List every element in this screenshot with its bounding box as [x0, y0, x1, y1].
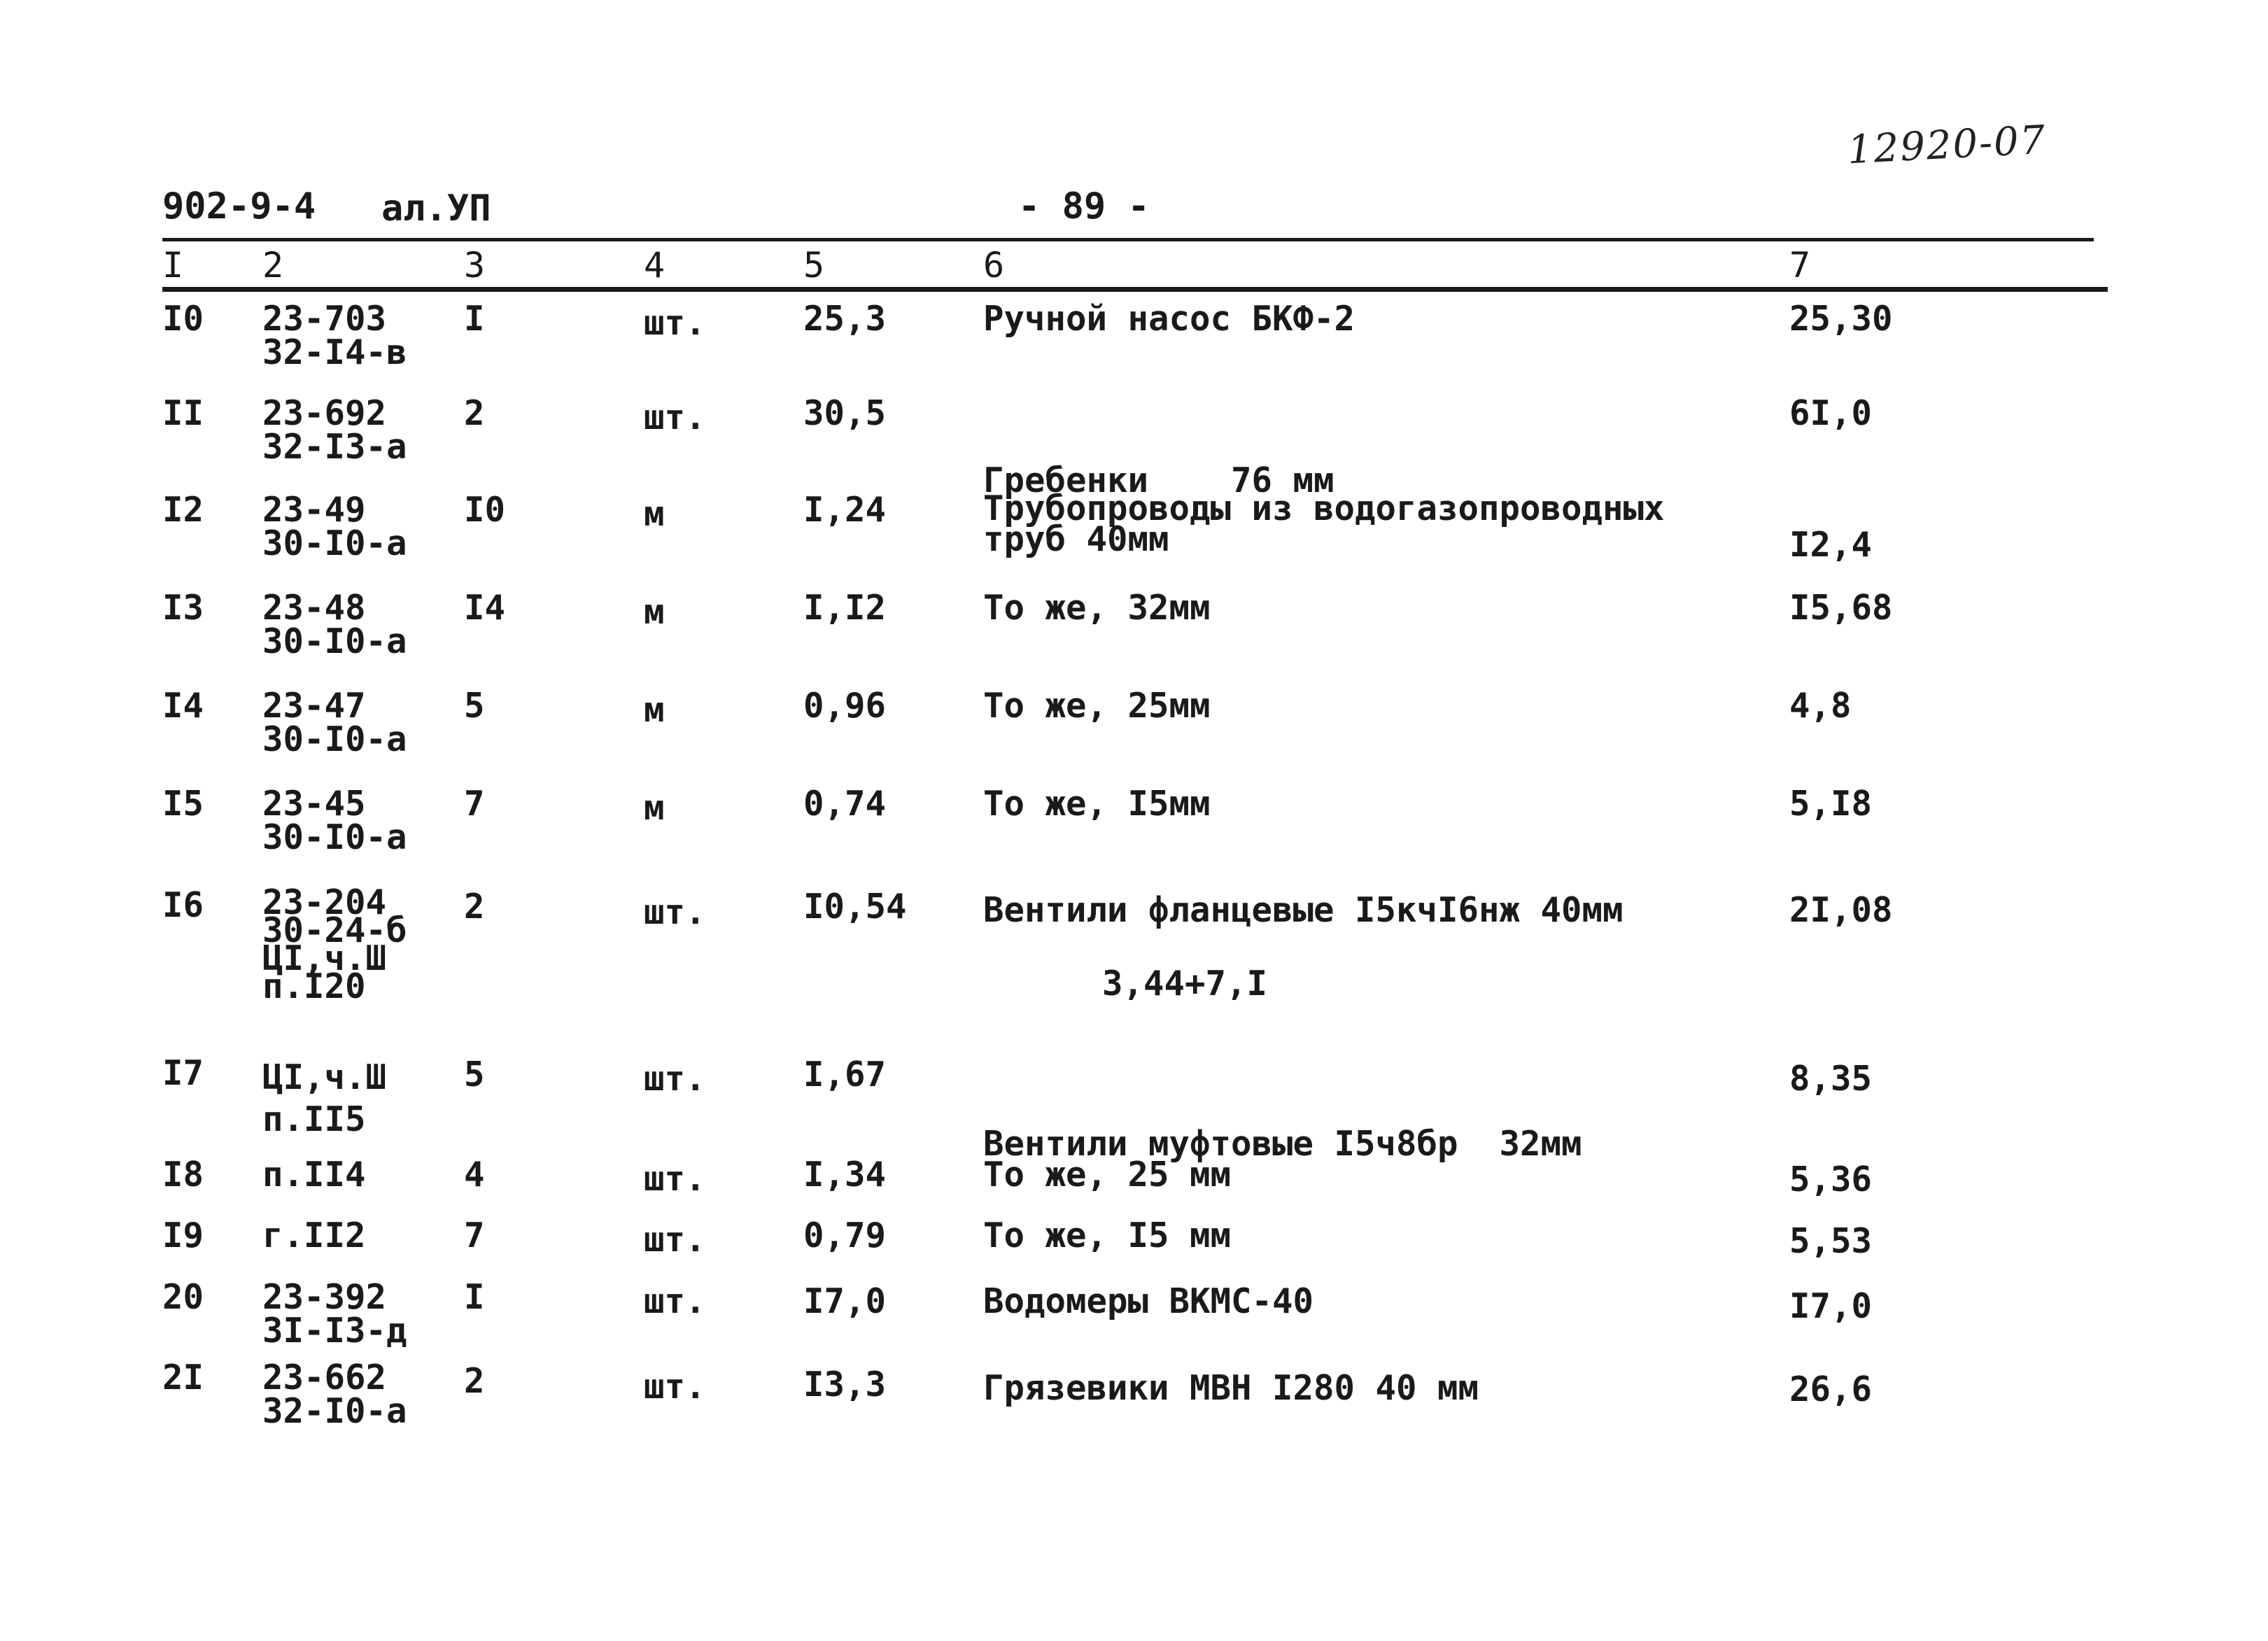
row-number: I3: [162, 588, 204, 628]
unit: м: [644, 788, 665, 828]
table-top-rule: [162, 238, 2094, 241]
unit-price: I,24: [803, 490, 887, 530]
description-line: То же, I5мм: [983, 784, 1211, 824]
column-header-5: 5: [803, 245, 825, 286]
unit: шт.: [644, 892, 706, 932]
unit: шт.: [644, 1159, 706, 1199]
total-cost: 5,I8: [1789, 784, 1873, 824]
norm-code-line: 30-I0-а: [262, 719, 407, 759]
unit-price: I,I2: [803, 588, 887, 628]
norm-code-line: ЦI,ч.Ш: [262, 938, 387, 978]
unit: шт.: [644, 1059, 706, 1099]
unit-price: I7,0: [803, 1281, 887, 1321]
total-cost: 5,53: [1789, 1221, 1873, 1261]
description: [983, 299, 1355, 339]
quantity: 7: [464, 1216, 485, 1255]
description-line: То же, I5 мм: [983, 1216, 1232, 1255]
norm-code-line: 23-45: [262, 784, 366, 824]
unit-price: I,34: [803, 1155, 887, 1195]
norm-code-line: г.II2: [262, 1216, 366, 1255]
album-label: ал.УП: [381, 188, 491, 230]
unit-price: 0,96: [803, 686, 887, 726]
unit-price: 0,74: [803, 784, 887, 824]
norm-code: [262, 1057, 386, 1141]
norm-code-line: 23-703: [262, 299, 387, 339]
norm-code: [262, 299, 407, 372]
unit-price: 25,3: [803, 299, 887, 339]
column-header-6: 6: [983, 245, 1005, 286]
row-number: I0: [162, 299, 204, 339]
quantity: I4: [464, 588, 506, 628]
norm-code-line: п.I20: [262, 966, 366, 1006]
total-cost: 26,6: [1789, 1369, 1873, 1409]
total-cost: 25,30: [1789, 299, 1893, 339]
unit-price: 30,5: [803, 393, 887, 433]
norm-code-line: 23-49: [262, 490, 366, 530]
total-cost: 4,8: [1789, 686, 1852, 726]
column-header-4: 4: [644, 245, 665, 286]
description-line: Вентили фланцевые I5кчI6нж 40мм: [983, 890, 1623, 930]
norm-code: [262, 882, 407, 1006]
unit-price: I,67: [803, 1055, 887, 1094]
description-line: Трубопроводы из водогазопроводных: [983, 488, 1665, 528]
unit-price: 0,79: [803, 1216, 887, 1255]
norm-code: [262, 393, 407, 467]
norm-code-line: 30-I0-а: [262, 621, 407, 661]
norm-code-line: 23-662: [262, 1358, 387, 1397]
quantity: 2: [464, 1361, 485, 1401]
unit: шт.: [644, 1281, 706, 1321]
norm-code-line: 30-I0-а: [262, 523, 407, 563]
row-number: II: [162, 393, 204, 433]
quantity: I0: [464, 490, 506, 530]
description-line: Водомеры ВКМС-40: [983, 1281, 1314, 1321]
total-cost: 8,35: [1789, 1059, 1873, 1099]
description: [983, 588, 1211, 628]
norm-code-line: 23-47: [262, 686, 366, 726]
handwritten-registry-number: 12920-07: [1846, 117, 2048, 174]
description: [983, 890, 1623, 930]
row-number: I9: [162, 1216, 204, 1255]
norm-code-line: 32-I0-а: [262, 1391, 407, 1431]
unit: шт.: [644, 397, 706, 437]
unit-price: I3,3: [803, 1365, 887, 1404]
norm-code: [262, 1358, 407, 1431]
description: [983, 1060, 1582, 1228]
description-line: Ручной насос БКФ-2: [983, 299, 1355, 339]
description: [983, 686, 1211, 726]
description-line: труб 40мм: [983, 519, 1169, 559]
calculation-note: 3,44+7,I: [1102, 964, 1268, 1003]
description-line: Гребенки 76 мм: [983, 460, 1334, 500]
description-line: Вентили муфтовые I5ч8бр 32мм: [983, 1124, 1582, 1164]
description: [983, 1155, 1232, 1195]
table-header-rule: [162, 287, 2108, 292]
total-cost: 2I,08: [1789, 890, 1893, 930]
description: [983, 1216, 1232, 1255]
norm-code: [262, 686, 407, 759]
row-number: 20: [162, 1277, 204, 1317]
norm-code: [262, 1155, 366, 1195]
row-number: I6: [162, 885, 204, 925]
norm-code-line: ЦI,ч.Ш: [262, 1057, 387, 1097]
description-line: То же, 32мм: [983, 588, 1211, 628]
norm-code-line: 30-24-б: [262, 910, 407, 950]
quantity: 4: [464, 1155, 485, 1195]
norm-code-line: п.II5: [262, 1099, 366, 1139]
norm-code-line: 32-I3-а: [262, 427, 407, 467]
quantity: 2: [464, 393, 485, 433]
norm-code-line: 23-692: [262, 393, 387, 433]
unit-price: I0,54: [803, 887, 907, 927]
unit: шт.: [644, 1220, 706, 1260]
unit: м: [644, 494, 665, 534]
description-line: То же, 25 мм: [983, 1155, 1232, 1195]
norm-code: [262, 1216, 366, 1255]
norm-code-line: 30-I0-а: [262, 817, 407, 857]
row-number: I5: [162, 784, 204, 824]
quantity: I: [464, 1277, 485, 1317]
unit: м: [644, 592, 665, 632]
row-number: I4: [162, 686, 204, 726]
row-number: I8: [162, 1155, 204, 1195]
norm-code: [262, 784, 407, 857]
description: [983, 784, 1211, 824]
unit: шт.: [644, 303, 706, 343]
column-header-1: I: [162, 245, 184, 286]
document-code: 902-9-4: [162, 185, 316, 227]
quantity: 7: [464, 784, 485, 824]
unit: м: [644, 690, 665, 730]
row-number: I2: [162, 490, 204, 530]
description: [983, 1368, 1479, 1408]
norm-code: [262, 588, 407, 661]
total-cost: I2,4: [1789, 525, 1873, 565]
page-number: - 89 -: [1018, 185, 1150, 227]
description: [983, 488, 1665, 559]
unit: шт.: [644, 1367, 706, 1407]
norm-code: [262, 490, 407, 563]
norm-code-line: 23-392: [262, 1277, 387, 1317]
description-line: То же, 25мм: [983, 686, 1211, 726]
quantity: 5: [464, 686, 485, 726]
quantity: I: [464, 299, 485, 339]
column-header-2: 2: [262, 245, 284, 286]
norm-code-line: 23-204: [262, 882, 387, 922]
total-cost: I7,0: [1789, 1286, 1873, 1326]
quantity: 2: [464, 887, 485, 927]
quantity: 5: [464, 1055, 485, 1094]
total-cost: 6I,0: [1789, 393, 1873, 433]
norm-code: [262, 1277, 407, 1351]
row-number: I7: [162, 1053, 204, 1093]
column-header-7: 7: [1789, 245, 1811, 286]
norm-code-line: 32-I4-в: [262, 332, 407, 372]
description-line: Грязевики МВН I280 40 мм: [983, 1368, 1479, 1408]
total-cost: I5,68: [1789, 588, 1893, 628]
column-header-3: 3: [464, 245, 486, 286]
total-cost: 5,36: [1789, 1160, 1873, 1199]
description: [983, 1281, 1314, 1321]
row-number: 2I: [162, 1358, 204, 1397]
norm-code-line: п.II4: [262, 1155, 366, 1195]
norm-code-line: 23-48: [262, 588, 366, 628]
norm-code-line: 3I-I3-д: [262, 1311, 407, 1351]
